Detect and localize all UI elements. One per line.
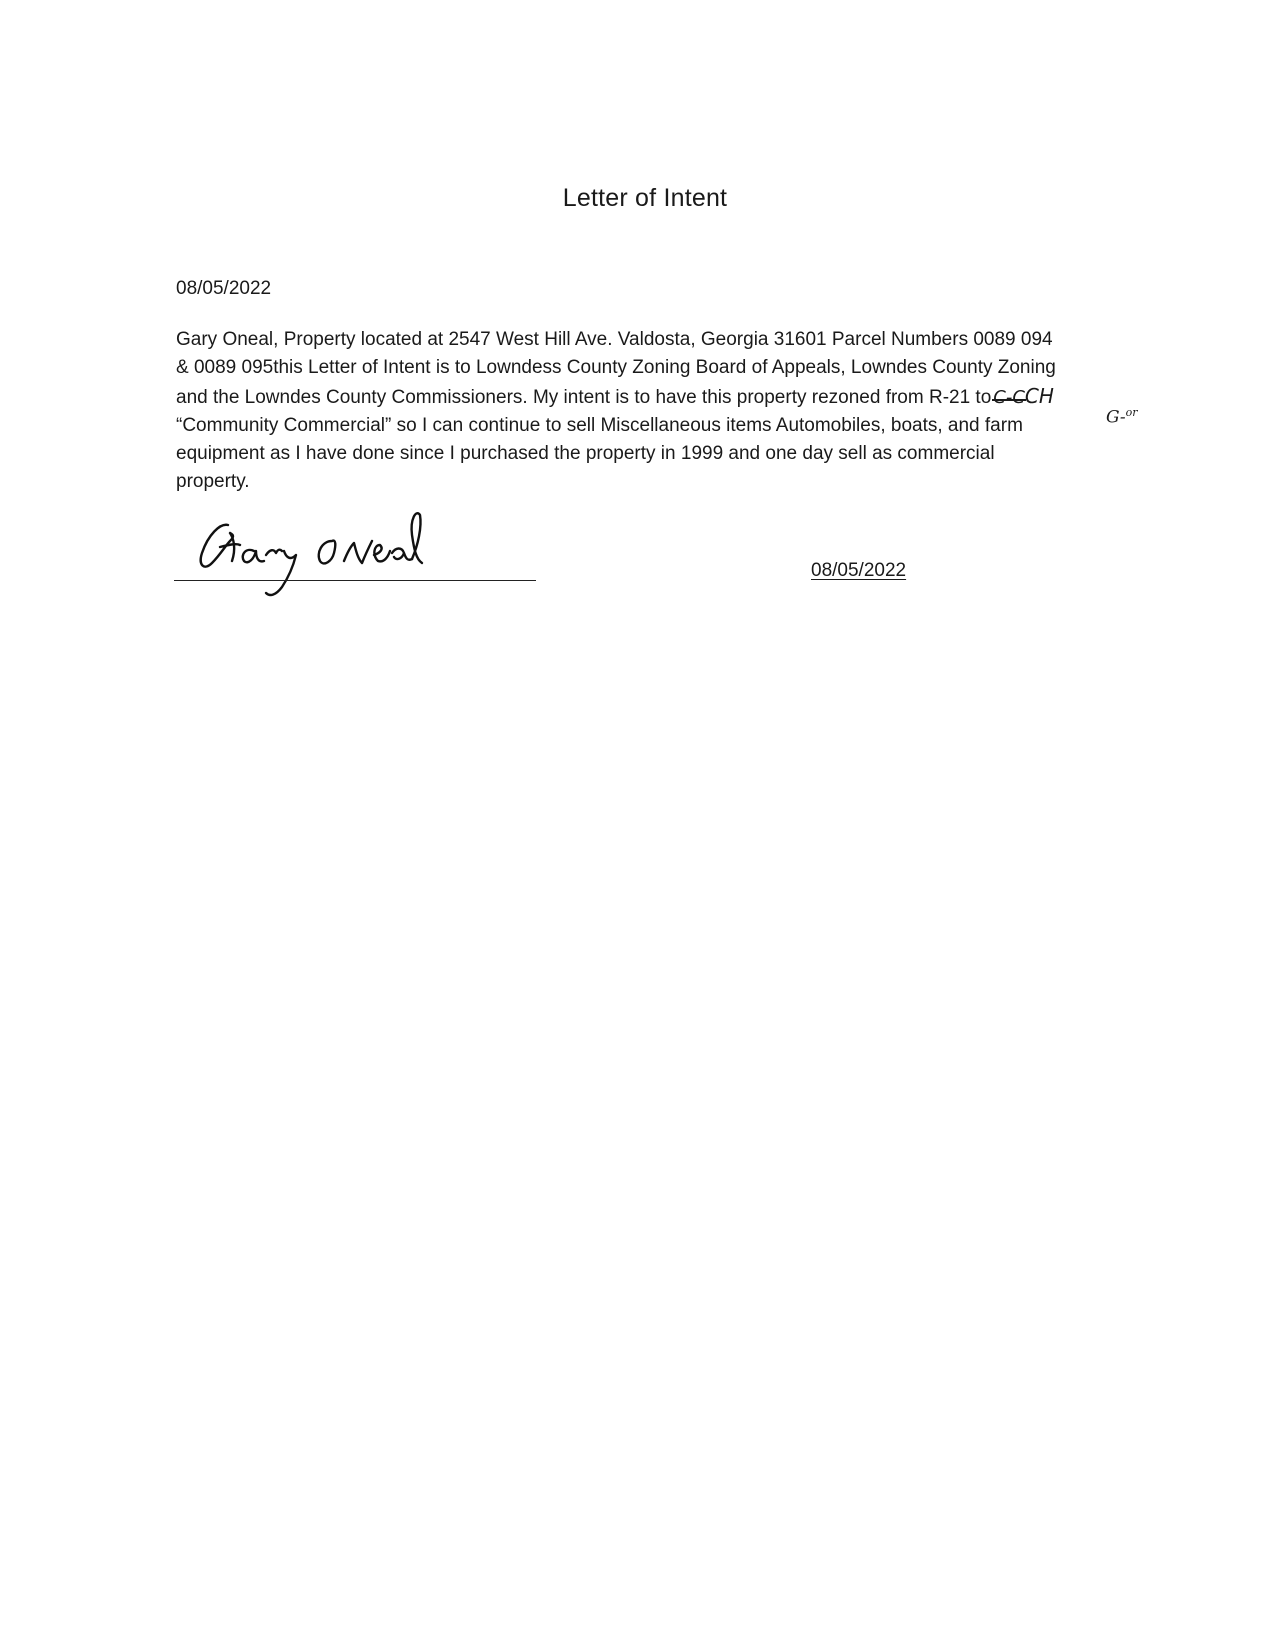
body-line-5: equipment as I have done since I purchased the property in 1999 and one day sell as commercial: [176, 443, 995, 464]
signature-line: [174, 580, 536, 581]
letter-date: 08/05/2022: [176, 278, 272, 299]
body-line-6: property.: [176, 471, 250, 492]
handwritten-zoning-code: CH: [1024, 384, 1054, 408]
page-title: Letter of Intent: [562, 184, 728, 212]
body-line-3-text: and the Lowndes County Commissioners. My intent is to have this property rezoned from R-21 to: [176, 387, 992, 408]
letter-body: [176, 326, 1116, 496]
struck-zoning-code: C-C: [993, 384, 1025, 412]
body-line-2: & 0089 095this Letter of Intent is to Lowndess County Zoning Board of Appeals, Lowndes County Zoning: [176, 357, 1056, 378]
body-line-1: Gary Oneal, Property located at 2547 West Hill Ave. Valdosta, Georgia 31601 Parcel Numbers 0089 094: [176, 329, 1053, 350]
signature-image: [190, 505, 450, 615]
margin-note-text: G-: [1106, 407, 1126, 428]
body-line-3: [176, 382, 1116, 412]
margin-note-sup: or: [1125, 406, 1138, 419]
handwritten-margin-note: [1106, 406, 1138, 428]
signature-date: 08/05/2022: [811, 560, 907, 581]
body-line-4: “Community Commercial” so I can continue to sell Miscellaneous items Automobiles, boats, and farm: [176, 415, 1023, 436]
